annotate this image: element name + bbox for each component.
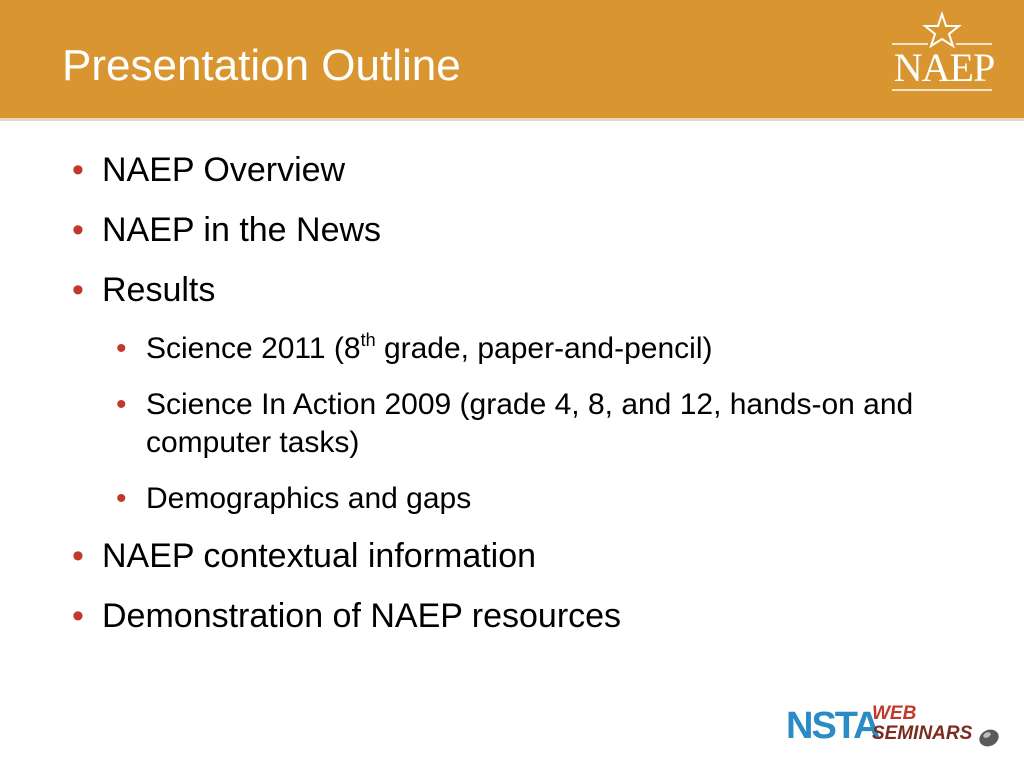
outline-item-text: NAEP Overview [102, 151, 346, 189]
slide-title: Presentation Outline [62, 41, 461, 90]
outline-item [62, 596, 982, 636]
naep-logo [884, 10, 1004, 100]
outline-item-text: Demonstration of NAEP resources [102, 597, 622, 635]
nsta-logo-web: WEB [872, 703, 917, 724]
outline-item [62, 536, 982, 576]
bullet: • [72, 151, 84, 189]
mouse-icon [974, 726, 1000, 748]
outline-item-text: Demographics and gaps [146, 482, 472, 515]
naep-logo-text: NAEP [893, 45, 995, 90]
outline-subitem [62, 330, 982, 368]
outline-subitem [62, 386, 982, 462]
bullet: • [116, 388, 127, 421]
nsta-logo-letters: NSTA [786, 705, 879, 747]
outline-item [62, 150, 982, 190]
nsta-web-seminars-logo [786, 700, 1002, 754]
outline-item-text: NAEP contextual information [102, 537, 537, 575]
bullet: • [116, 482, 127, 515]
outline-item [62, 270, 982, 310]
ordinal-suffix: th [360, 330, 376, 350]
outline-subitem [62, 480, 982, 518]
bullet: • [72, 537, 84, 575]
outline-item [62, 210, 982, 250]
subitem-text-after: grade, paper-and-pencil) [375, 332, 713, 365]
bullet: • [72, 597, 84, 635]
outline-item-text: Results [102, 271, 216, 309]
outline-item-text [146, 332, 712, 365]
header-divider [0, 118, 1024, 121]
nsta-logo-seminars: SEMINARS [872, 723, 973, 744]
subitem-text-before: Science 2011 (8 [146, 332, 361, 365]
outline-list [62, 150, 982, 656]
outline-item-text: NAEP in the News [102, 211, 382, 249]
outline-item-text: Science In Action 2009 (grade 4, 8, and 12, hands-on and computer tasks) [146, 388, 914, 459]
bullet: • [116, 332, 127, 365]
bullet: • [72, 271, 84, 309]
bullet: • [72, 211, 84, 249]
